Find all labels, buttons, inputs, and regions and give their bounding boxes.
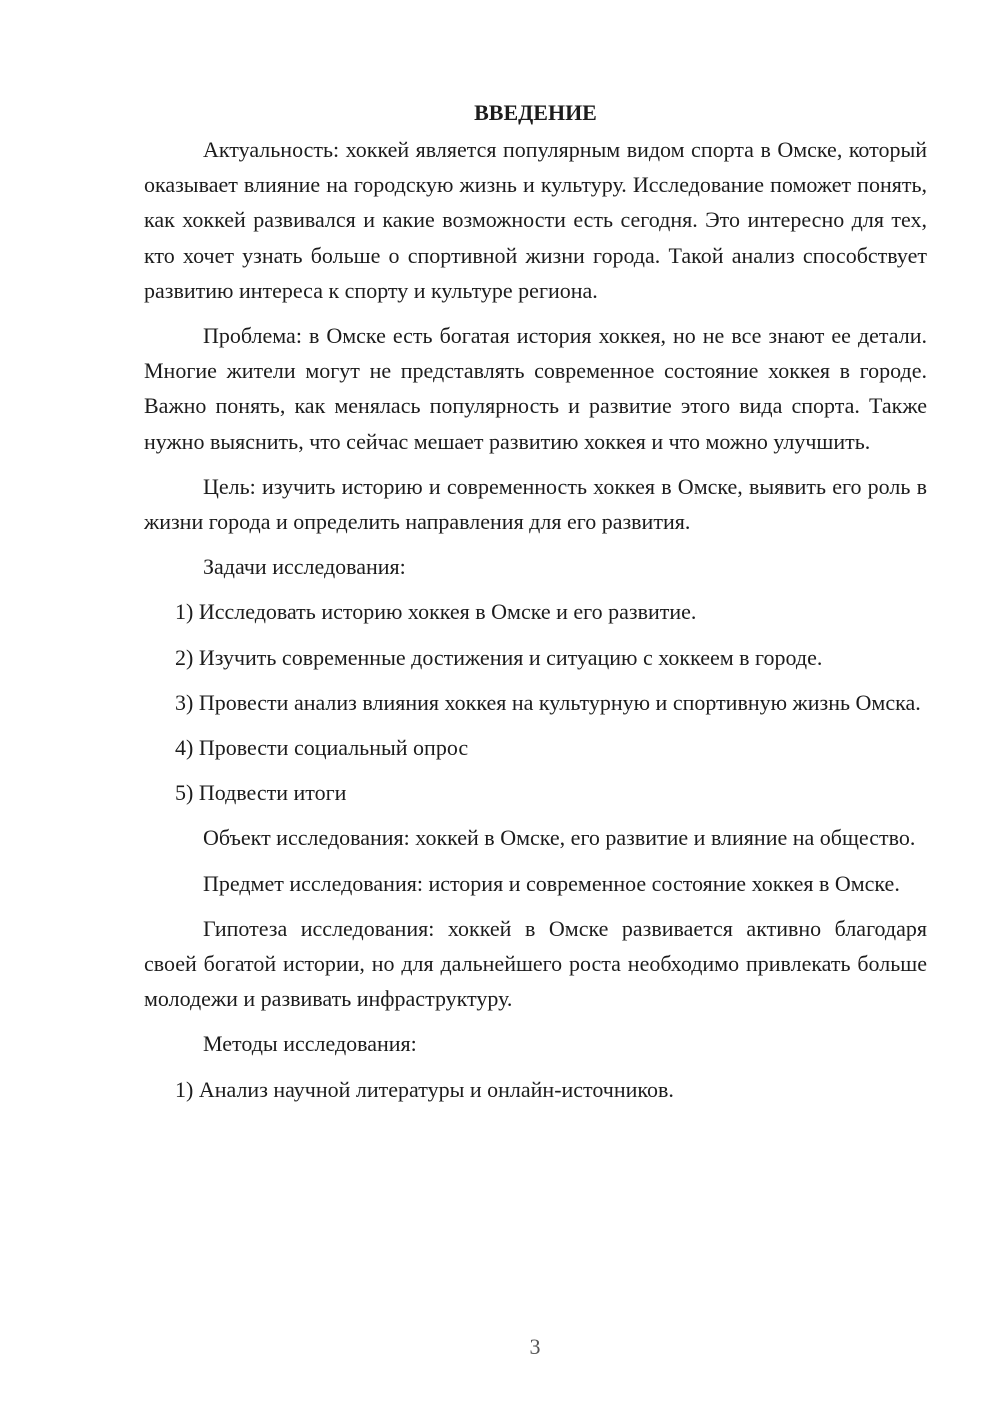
paragraph-subject: Предмет исследования: история и современное состояние хоккея в Омске. [203, 870, 900, 896]
list-item-method-1: 1) Анализ научной литературы и онлайн-источников. [175, 1076, 674, 1102]
list-item-task-1: 1) Исследовать историю хоккея в Омске и его развитие. [175, 599, 697, 625]
list-item-task-3: 3) Провести анализ влияния хоккея на культурную и спортивную жизнь Омска. [175, 689, 921, 715]
paragraph-problem: Проблема: в Омске есть богатая история хоккея, но не все знают ее детали. Многие жители могут не представлять современное состояние хоккея в городе. Важно понять, как менялась популярность и развитие этого вида спорта. Также нужно выяснить, что сейчас мешает развитию хоккея и что можно улучшить. [144, 323, 927, 454]
page-number: 3 [529, 1334, 541, 1359]
list-item-task-5: 5) Подвести итоги [175, 780, 347, 806]
paragraph-methods-heading: Методы исследования: [203, 1031, 417, 1057]
section-title: ВВЕДЕНИЕ [474, 100, 597, 125]
paragraph-object: Объект исследования: хоккей в Омске, его развитие и влияние на общество. [203, 825, 916, 851]
page-content [144, 95, 927, 1107]
paragraph-hypothesis: Гипотеза исследования: хоккей в Омске развивается активно благодаря своей богатой истории, но для дальнейшего роста необходимо привлекать больше молодежи и развивать инфраструктуру. [144, 915, 927, 1012]
paragraph-relevance: Актуальность: хоккей является популярным видом спорта в Омске, который оказывает влияние на городскую жизнь и культуру. Исследование поможет понять, как хоккей развивался и какие возможности есть сегодня. Это интересно для тех, кто хочет узнать больше о спортивной жизни города. Такой анализ способствует развитию интереса к спорту и культуре региона. [144, 137, 927, 303]
paragraph-tasks-heading: Задачи исследования: [203, 554, 406, 580]
paragraph-goal: Цель: изучить историю и современность хоккея в Омске, выявить его роль в жизни города и определить направления для его развития. [144, 473, 927, 535]
list-item-task-4: 4) Провести социальный опрос [175, 735, 469, 761]
list-item-task-2: 2) Изучить современные достижения и ситуацию с хоккеем в городе. [175, 644, 823, 670]
